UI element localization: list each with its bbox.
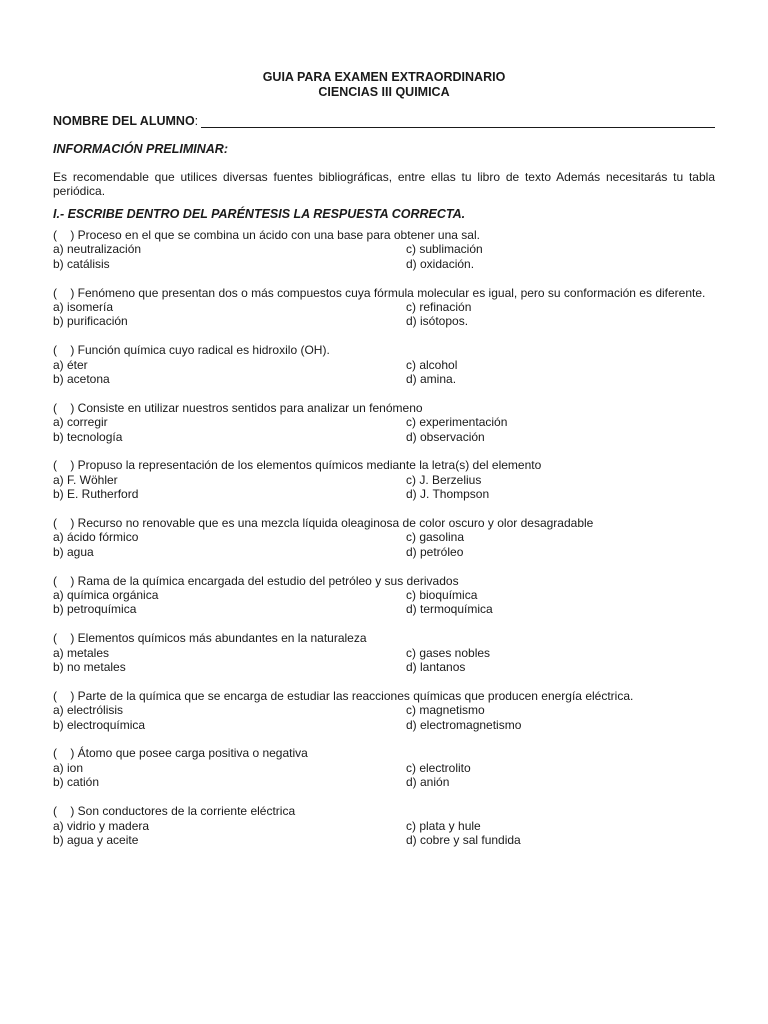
- question-stem: [53, 689, 715, 703]
- question-text: Función química cuyo radical es hidroxilo (OH).: [77, 343, 330, 358]
- prelim-text: Es recomendable que utilices diversas fuentes bibliográficas, entre ellas tu libro de texto Además necesitarás tu tabla periódica.: [53, 170, 715, 198]
- option-d: d) J. Thompson: [406, 487, 490, 502]
- question-item: [53, 746, 715, 789]
- option-d: d) termoquímica: [406, 602, 493, 617]
- option-a: a) ácido fórmico: [53, 530, 139, 545]
- option-c: c) alcohol: [406, 357, 458, 372]
- options-row: [53, 430, 715, 444]
- question-text: Átomo que posee carga positiva o negativa: [77, 746, 308, 761]
- option-d: d) amina.: [406, 372, 457, 387]
- options-row: [53, 314, 715, 328]
- option-a: a) vidrio y madera: [53, 818, 150, 833]
- option-c: c) sublimación: [406, 242, 483, 257]
- option-b: b) agua: [53, 544, 94, 559]
- option-a: a) química orgánica: [53, 588, 159, 603]
- option-b: b) electroquímica: [53, 717, 146, 732]
- document-subtitle: CIENCIAS III QUIMICA: [318, 85, 450, 99]
- question-text: Propuso la representación de los elementos químicos mediante la letra(s) del elemento: [77, 458, 542, 473]
- question-stem: [53, 458, 715, 472]
- option-b: b) petroquímica: [53, 602, 137, 617]
- option-b: b) catión: [53, 775, 100, 790]
- question-text: Son conductores de la corriente eléctrica: [77, 804, 296, 819]
- option-c: c) refinación: [406, 300, 472, 315]
- option-c: c) plata y hule: [406, 818, 481, 833]
- options-row: [53, 718, 715, 732]
- question-text: Consiste en utilizar nuestros sentidos para analizar un fenómeno: [77, 400, 423, 415]
- option-b: b) agua y aceite: [53, 832, 139, 847]
- options-row: [53, 775, 715, 789]
- question-item: [53, 574, 715, 617]
- question-item: [53, 228, 715, 271]
- options-row: [53, 602, 715, 616]
- question-stem: [53, 343, 715, 357]
- option-d: d) lantanos: [406, 660, 466, 675]
- options-row: [53, 833, 715, 847]
- question-text: Parte de la química que se encarga de estudiar las reacciones químicas que producen energía eléctrica.: [77, 688, 634, 703]
- option-d: d) anión: [406, 775, 450, 790]
- question-stem: [53, 401, 715, 415]
- option-c: c) gasolina: [406, 530, 465, 545]
- option-b: b) tecnología: [53, 429, 123, 444]
- option-c: c) gases nobles: [406, 645, 491, 660]
- answer-parenthesis[interactable]: ( ): [53, 573, 75, 588]
- option-b: b) acetona: [53, 372, 110, 387]
- answer-parenthesis[interactable]: ( ): [53, 804, 75, 819]
- option-c: c) bioquímica: [406, 588, 478, 603]
- option-b: b) purificación: [53, 314, 128, 329]
- answer-parenthesis[interactable]: ( ): [53, 343, 75, 358]
- option-c: c) electrolito: [406, 760, 471, 775]
- options-row: [53, 372, 715, 386]
- question-item: [53, 401, 715, 444]
- question-text: Elementos químicos más abundantes en la naturaleza: [77, 631, 367, 646]
- document-title: GUIA PARA EXAMEN EXTRAORDINARIO: [262, 70, 506, 84]
- option-c: c) experimentación: [406, 415, 508, 430]
- question-stem: [53, 574, 715, 588]
- options-row: [53, 646, 715, 660]
- options-row: [53, 819, 715, 833]
- options-row: [53, 415, 715, 429]
- option-a: a) corregir: [53, 415, 108, 430]
- answer-parenthesis[interactable]: ( ): [53, 400, 75, 415]
- prelim-heading: INFORMACIÓN PRELIMINAR:: [53, 142, 228, 156]
- answer-parenthesis[interactable]: ( ): [53, 631, 75, 646]
- option-a: a) isomería: [53, 300, 114, 315]
- option-b: b) no metales: [53, 660, 126, 675]
- options-row: [53, 473, 715, 487]
- question-text: Rama de la química encargada del estudio del petróleo y sus derivados: [77, 573, 459, 588]
- section-heading: I.- ESCRIBE DENTRO DEL PARÉNTESIS LA RESPUESTA CORRECTA.: [53, 207, 466, 221]
- question-item: [53, 458, 715, 501]
- answer-parenthesis[interactable]: ( ): [53, 516, 75, 531]
- question-item: [53, 516, 715, 559]
- answer-parenthesis[interactable]: ( ): [53, 228, 75, 242]
- question-item: [53, 804, 715, 847]
- student-name-label: NOMBRE DEL ALUMNO: [53, 114, 195, 128]
- question-stem: [53, 286, 715, 300]
- option-d: d) observación: [406, 429, 485, 444]
- options-row: [53, 660, 715, 674]
- question-text: Recurso no renovable que es una mezcla líquida oleaginosa de color oscuro y olor desagradable: [77, 516, 594, 531]
- option-d: d) oxidación.: [406, 256, 475, 271]
- option-c: c) J. Berzelius: [406, 472, 482, 487]
- option-b: b) E. Rutherford: [53, 487, 139, 502]
- question-text: Proceso en el que se combina un ácido con una base para obtener una sal.: [77, 228, 480, 242]
- option-a: a) éter: [53, 357, 88, 372]
- answer-parenthesis[interactable]: ( ): [53, 285, 75, 300]
- option-a: a) ion: [53, 760, 84, 775]
- question-list: [53, 228, 715, 847]
- options-row: [53, 257, 715, 271]
- question-item: [53, 343, 715, 386]
- document-content: [53, 70, 715, 862]
- question-stem: [53, 631, 715, 645]
- option-a: a) neutralización: [53, 242, 142, 257]
- question-item: [53, 689, 715, 732]
- options-row: [53, 530, 715, 544]
- question-text: Fenómeno que presentan dos o más compuestos cuya fórmula molecular es igual, pero su conformación es diferente.: [77, 285, 706, 300]
- question-stem: [53, 516, 715, 530]
- options-row: [53, 300, 715, 314]
- option-d: d) isótopos.: [406, 314, 469, 329]
- question-item: [53, 631, 715, 674]
- question-stem: [53, 228, 715, 242]
- option-c: c) magnetismo: [406, 703, 485, 718]
- student-name-colon: :: [194, 114, 199, 128]
- answer-parenthesis[interactable]: ( ): [53, 458, 75, 473]
- option-b: b) catálisis: [53, 256, 110, 271]
- options-row: [53, 703, 715, 717]
- options-row: [53, 545, 715, 559]
- options-row: [53, 242, 715, 256]
- option-a: a) F. Wöhler: [53, 472, 118, 487]
- options-row: [53, 358, 715, 372]
- question-stem: [53, 746, 715, 760]
- options-row: [53, 761, 715, 775]
- student-name-blank[interactable]: [201, 115, 715, 128]
- option-a: a) electrólisis: [53, 703, 124, 718]
- options-row: [53, 588, 715, 602]
- question-stem: [53, 804, 715, 818]
- answer-parenthesis[interactable]: ( ): [53, 688, 75, 703]
- question-item: [53, 286, 715, 329]
- option-d: d) electromagnetismo: [406, 717, 522, 732]
- student-name-row: [53, 114, 715, 128]
- answer-parenthesis[interactable]: ( ): [53, 746, 75, 761]
- option-a: a) metales: [53, 645, 110, 660]
- option-d: d) petróleo: [406, 544, 464, 559]
- option-d: d) cobre y sal fundida: [406, 832, 521, 847]
- options-row: [53, 487, 715, 501]
